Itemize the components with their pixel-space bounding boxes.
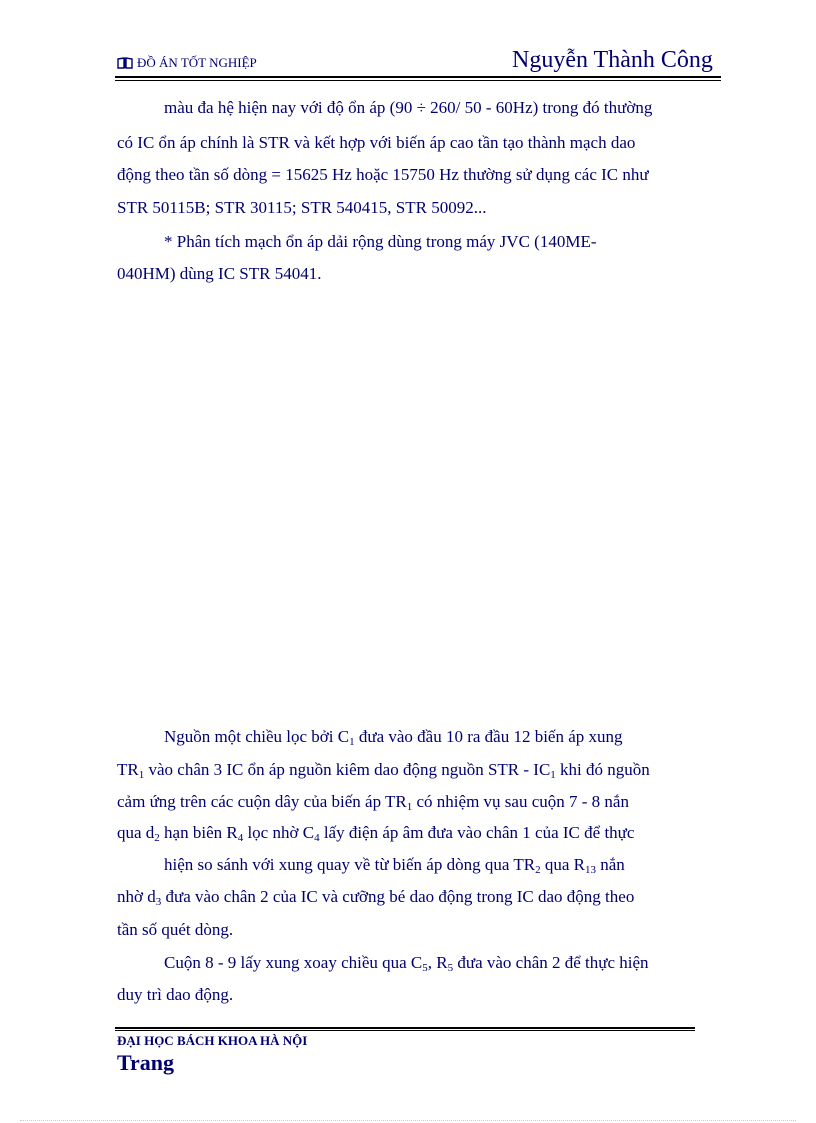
paragraph-line: động theo tần số dòng = 15625 Hz hoặc 15750 Hz thường sử dụng các IC như [117, 165, 649, 184]
author-name: Nguyễn Thành Công [512, 47, 713, 73]
header-title: ĐỒ ÁN TỐT NGHIỆP [137, 55, 257, 70]
header-left [117, 55, 257, 71]
paragraph-line: $TR_1$ vào chân 3 IC ổn áp nguồn kiêm dao động nguồn STR - $IC_1$ khi đó nguồn [117, 760, 650, 781]
paragraph-line: duy trì dao động. [117, 985, 234, 1004]
footer-school: ĐẠI HỌC BÁCH KHOA HÀ NỘI [117, 1033, 308, 1048]
paragraph-line: nhờ $d_3$ đưa vào chân 2 của IC và cưỡng bé dao động trong IC dao động theo [117, 887, 635, 908]
paragraph-line: qua $d_2$ hạn biên $R_4$ lọc nhờ $C_4$ lấy điện áp âm đưa vào chân 1 của IC để thực [117, 823, 635, 844]
paragraph-line: * Phân tích mạch ổn áp dải rộng dùng trong máy JVC (140ME- [164, 232, 597, 251]
footer-rule [115, 1027, 695, 1029]
paragraph-line: Nguồn một chiều lọc bởi $C_1$ đưa vào đầu 10 ra đầu 12 biến áp xung [164, 727, 623, 748]
paragraph-line: Cuộn 8 - 9 lấy xung xoay chiều qua $C_5$, $R_5$ đưa vào chân 2 để thực hiện [164, 953, 649, 974]
footer-page-label: Trang [117, 1050, 175, 1075]
paragraph-line: cảm ứng trên các cuộn dây của biến áp $TR_1$ có nhiệm vụ sau cuộn 7 - 8 nắn [117, 792, 629, 813]
paragraph-line: màu đa hệ hiện nay với độ ổn áp (90 ÷ 260/ 50 - 60Hz) trong đó thường [164, 98, 653, 117]
footer-rule-thin [115, 1030, 695, 1031]
paragraph-line: tần số quét dòng. [117, 920, 234, 939]
header-rule [115, 76, 721, 78]
paragraph-line: 040HM) dùng IC STR 54041. [117, 264, 322, 283]
page-bottom-border [20, 1120, 796, 1121]
open-book-icon [117, 57, 133, 69]
figure-placeholder [117, 300, 717, 700]
paragraph-line: có IC ổn áp chính là STR và kết hợp với biến áp cao tần tạo thành mạch dao [117, 133, 636, 152]
paragraph-line: hiện so sánh với xung quay về từ biến áp dòng qua $TR_2$ qua $R_{13}$ nắn [164, 855, 625, 876]
header-rule-thin [115, 80, 721, 81]
paragraph-line: STR 50115B; STR 30115; STR 540415, STR 50092... [117, 198, 487, 217]
